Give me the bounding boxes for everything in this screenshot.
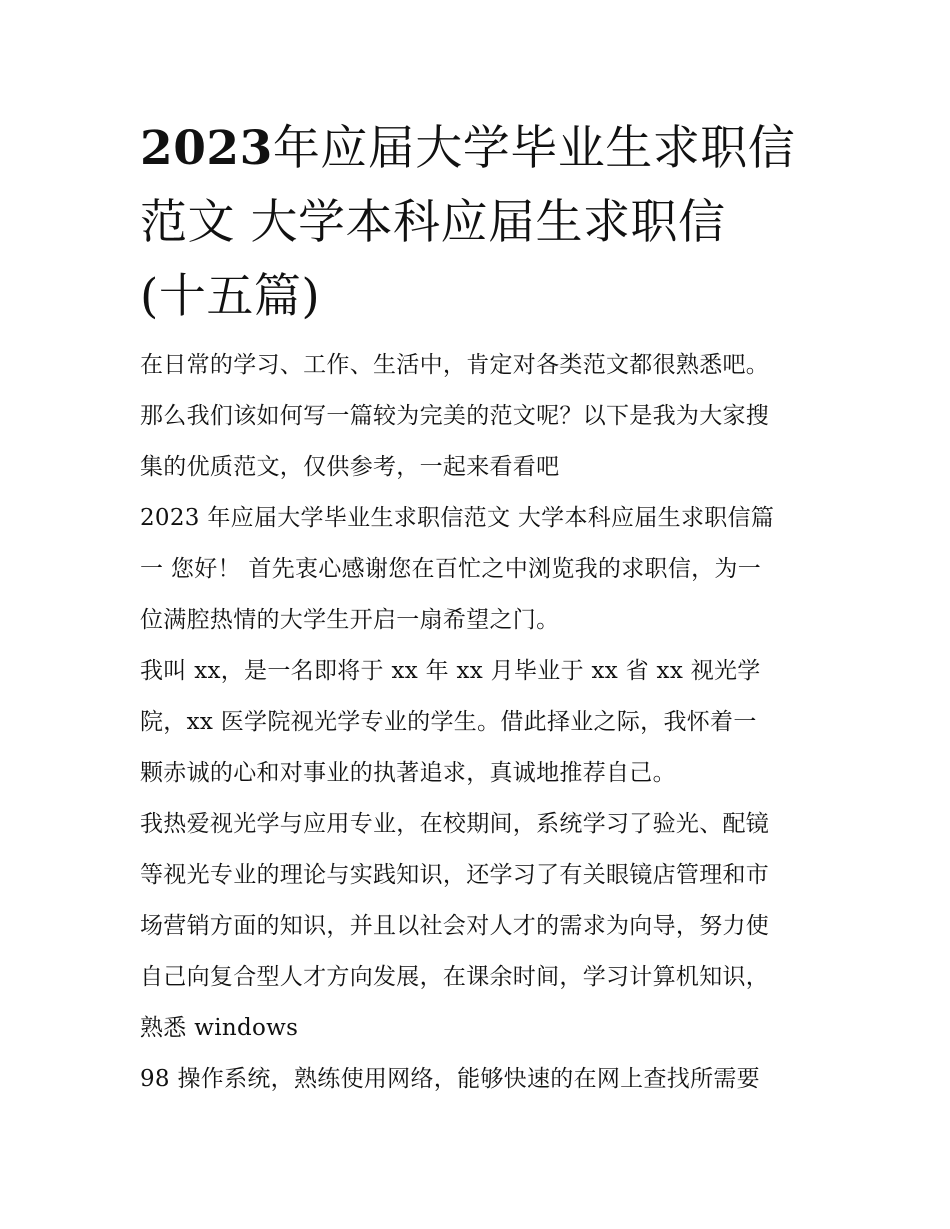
title-line-3: (十五篇): [140, 269, 321, 324]
document-title: [140, 112, 820, 334]
text-line: 我叫 xx，是一名即将于 xx 年 xx 月毕业于 xx 省 xx 视光学: [140, 658, 761, 684]
text-line: 院，xx 医学院视光学专业的学生。借此择业之际，我怀着一: [140, 709, 757, 735]
text-line: 颗赤诚的心和对事业的执著追求，真诚地推荐自己。: [140, 760, 676, 786]
paragraph-skills: [140, 799, 820, 1054]
paragraph-intro: [140, 340, 820, 493]
text-line: 自己向复合型人才方向发展，在课余时间，学习计算机知识，: [140, 964, 770, 990]
title-line-1: 年应届大学毕业生求职信: [272, 121, 796, 176]
text-line: 我热爱视光学与应用专业，在校期间，系统学习了验光、配镜: [140, 811, 770, 837]
text-line: 在日常的学习、工作、生活中，肯定对各类范文都很熟悉吧。: [140, 352, 770, 378]
paragraph-self-intro: [140, 646, 820, 799]
text-line: 那么我们该如何写一篇较为完美的范文呢？以下是我为大家搜: [140, 403, 770, 429]
text-line: 一 您好！ 首先衷心感谢您在百忙之中浏览我的求职信，为一: [140, 556, 762, 582]
document-page: [140, 112, 820, 1105]
text-line: 2023 年应届大学毕业生求职信范文 大学本科应届生求职信篇: [140, 505, 775, 531]
text-line: 熟悉 windows: [140, 1015, 299, 1041]
paragraph-greeting: [140, 493, 820, 646]
title-line-2: 范文 大学本科应届生求职信: [140, 195, 726, 250]
text-line: 98 操作系统，熟练使用网络，能够快速的在网上查找所需要: [140, 1066, 760, 1092]
text-line: 集的优质范文，仅供参考，一起来看看吧: [140, 454, 560, 480]
text-line: 场营销方面的知识，并且以社会对人才的需求为向导，努力使: [140, 913, 770, 939]
paragraph-os: [140, 1054, 820, 1105]
text-line: 等视光专业的理论与实践知识，还学习了有关眼镜店管理和市: [140, 862, 770, 888]
title-year: 2023: [140, 121, 273, 176]
text-line: 位满腔热情的大学生开启一扇希望之门。: [140, 607, 560, 633]
